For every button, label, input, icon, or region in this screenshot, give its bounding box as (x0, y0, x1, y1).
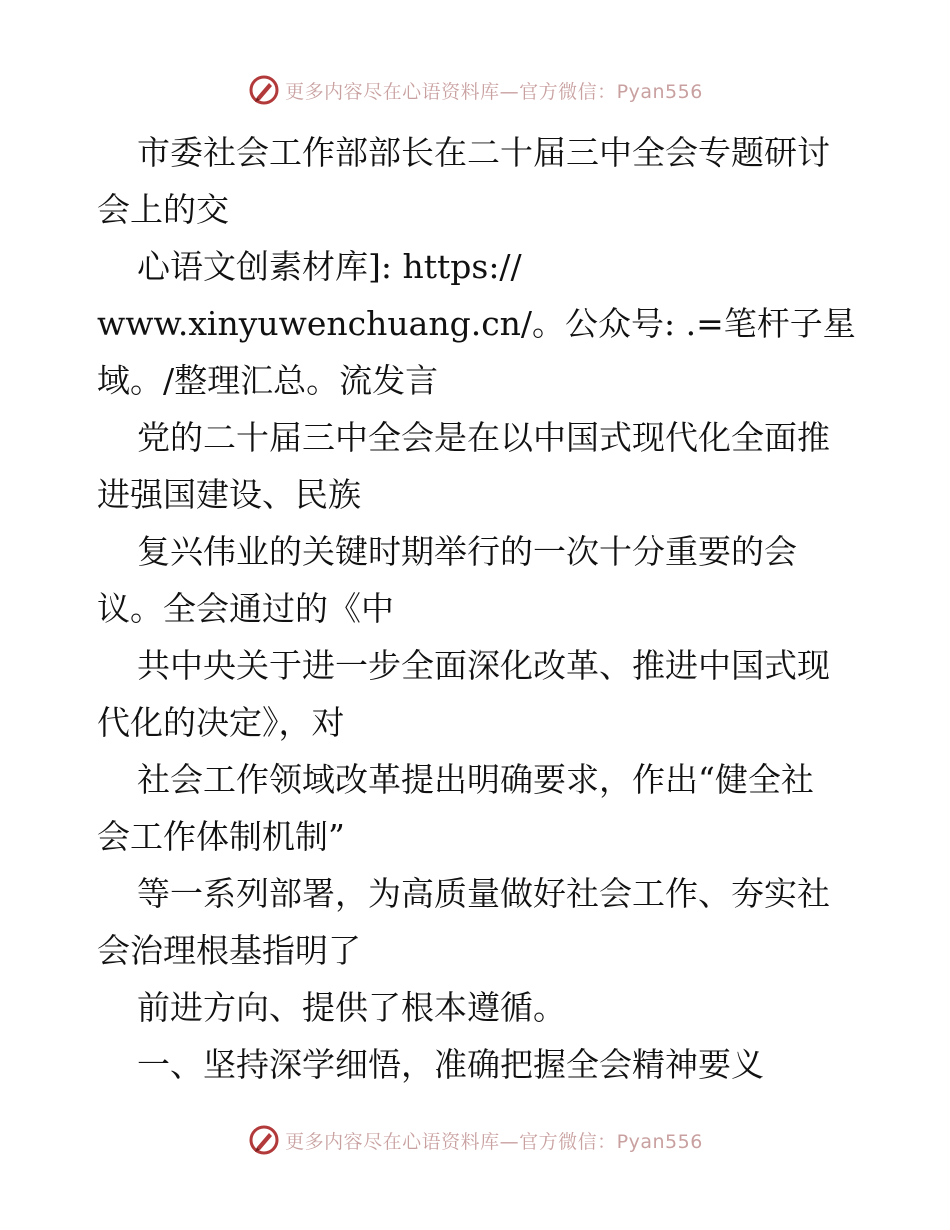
text-line: 社会工作领域改革提出明确要求，作出“健全社 (137, 760, 814, 799)
pen-logo-icon (247, 1123, 281, 1157)
text-line: 进强国建设、民族 (97, 475, 361, 514)
text-line: 心语文创素材库]: https:// (137, 247, 522, 286)
paragraph (97, 979, 867, 1036)
paragraph-source (97, 238, 867, 409)
watermark-text: 更多内容尽在心语资料库—官方微信：Pyan556 (285, 1130, 703, 1153)
paragraph (97, 523, 867, 637)
text-line: 会治理根基指明了 (97, 931, 361, 970)
paragraph (97, 751, 867, 865)
pen-logo-icon (247, 73, 281, 107)
text-line: 等一系列部署，为高质量做好社会工作、夯实社 (137, 874, 830, 913)
text-line: 代化的决定》，对 (97, 703, 345, 742)
paragraph (97, 409, 867, 523)
paragraph-title (97, 124, 867, 238)
text-line: 议。全会通过的《中 (97, 589, 394, 628)
document-body (97, 124, 867, 1093)
text-line: 前进方向、提供了根本遵循。 (137, 988, 566, 1027)
text-line: 市委社会工作部部长在二十届三中全会专题研讨 (137, 133, 830, 172)
text-line: 复兴伟业的关键时期举行的一次十分重要的会 (137, 532, 797, 571)
text-line: 会上的交 (97, 190, 229, 229)
text-line: 党的二十届三中全会是在以中国式现代化全面推 (137, 418, 830, 457)
text-line: 域。/整理汇总。流发言 (97, 361, 439, 400)
text-line: 共中央关于进一步全面深化改革、推进中国式现 (137, 646, 830, 685)
section-heading (97, 1036, 867, 1093)
header-watermark (0, 72, 950, 108)
paragraph (97, 865, 867, 979)
text-line: www.xinyuwenchuang.cn/。公众号: .=笔杆子星 (97, 304, 856, 343)
text-line: 一、坚持深学细悟，准确把握全会精神要义 (137, 1045, 764, 1084)
watermark-text: 更多内容尽在心语资料库—官方微信：Pyan556 (285, 80, 703, 103)
text-line: 会工作体制机制” (97, 817, 345, 856)
footer-watermark (0, 1122, 950, 1158)
paragraph (97, 637, 867, 751)
